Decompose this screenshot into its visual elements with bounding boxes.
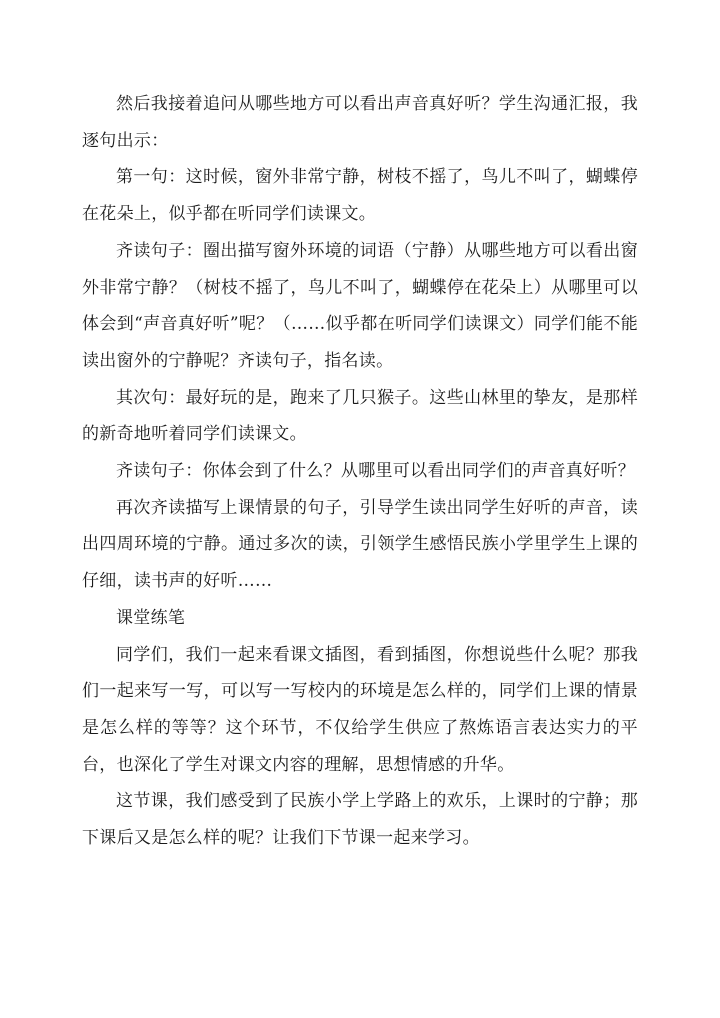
paragraph-second-sentence: 其次句：最好玩的是，跑来了几只猴子。这些山林里的挚友，是那样的新奇地听着同学们读课文。: [82, 387, 638, 445]
section-heading-writing-practice: 课堂练笔: [116, 607, 186, 628]
paragraph-summary: 这节课，我们感受到了民族小学上学路上的欢乐，上课时的宁静；那下课后又是怎么样的呢？让我们下节课一起来学习。: [82, 791, 638, 849]
paragraph-reread: 再次齐读描写上课情景的句子，引导学生读出同学生好听的声音，读出四周环境的宁静。通过多次的读，引领学生感悟民族小学里学生上课的仔细，读书声的好听……: [82, 497, 638, 592]
paragraph-group-reading-2: 齐读句子：你体会到了什么？从哪里可以看出同学们的声音真好听？: [116, 461, 635, 482]
paragraph-writing-practice: 同学们，我们一起来看课文插图，看到插图，你想说些什么呢？那我们一起来写一写，可以写一写校内的环境是怎么样的，同学们上课的情景是怎么样的等等？这个环节，不仅给学生供应了熬炼语言表达实力的平台，也深化了学生对课文内容的理解，思想情感的升华。: [82, 644, 638, 775]
document-body: [82, 86, 638, 857]
paragraph-group-reading-1: 齐读句子：圈出描写窗外环境的词语（宁静）从哪些地方可以看出窗外非常宁静？（树枝不摇了，鸟儿不叫了，蝴蝶停在花朵上）从哪里可以体会到“声音真好听”呢？（……似乎都在听同学们读课文）同学们能不能读出窗外的宁静呢？齐读句子，指名读。: [82, 240, 638, 371]
paragraph-intro: 然后我接着追问从哪些地方可以看出声音真好听？学生沟通汇报，我逐句出示：: [82, 94, 638, 151]
paragraph-first-sentence: 第一句：这时候，窗外非常宁静，树枝不摇了，鸟儿不叫了，蝴蝶停在花朵上，似乎都在听同学们读课文。: [82, 167, 638, 225]
